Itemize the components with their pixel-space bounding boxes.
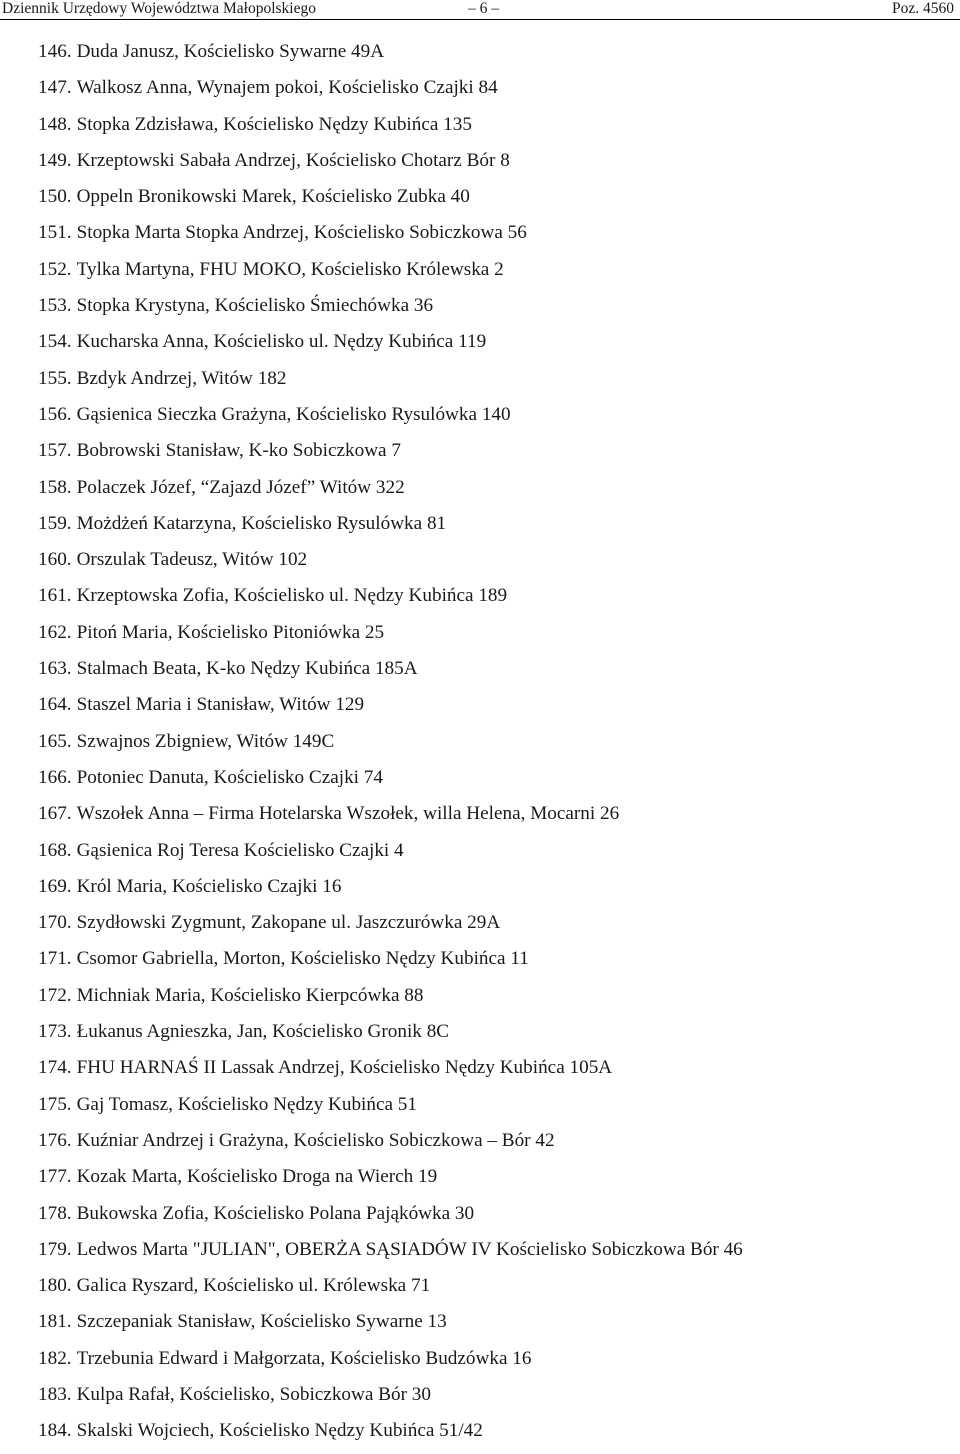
list-item	[38, 728, 743, 764]
entry-number: 158.	[38, 476, 72, 498]
list-item	[38, 111, 743, 147]
entry-text: Polaczek Józef, “Zajazd Józef” Witów 322	[76, 476, 405, 498]
entry-text: Bzdyk Andrzej, Witów 182	[76, 367, 287, 389]
entry-text: Łukanus Agnieszka, Jan, Kościelisko Gronik 8C	[76, 1021, 450, 1043]
list-item	[38, 764, 743, 800]
entry-number: 147.	[38, 77, 72, 99]
list-item	[38, 1308, 743, 1344]
list-item	[38, 328, 743, 364]
entry-text: Szydłowski Zygmunt, Zakopane ul. Jaszczurówka 29A	[76, 912, 501, 934]
entry-text: Staszel Maria i Stanisław, Witów 129	[76, 694, 365, 716]
entry-number: 179.	[38, 1238, 72, 1260]
entry-number: 181.	[38, 1311, 72, 1333]
entry-text: Orszulak Tadeusz, Witów 102	[76, 549, 308, 571]
entry-text: Bobrowski Stanisław, K-ko Sobiczkowa 7	[76, 440, 401, 462]
list-item	[38, 1200, 743, 1236]
entry-number: 180.	[38, 1275, 72, 1297]
entry-text: FHU HARNAŚ II Lassak Andrzej, Kościelisko Nędzy Kubińca 105A	[76, 1057, 613, 1079]
entry-number: 175.	[38, 1093, 72, 1115]
entry-number: 150.	[38, 186, 72, 208]
list-item	[38, 1091, 743, 1127]
page-number: – 6 –	[468, 0, 499, 17]
entry-list	[38, 38, 743, 1454]
list-item	[38, 256, 743, 292]
list-item	[38, 909, 743, 945]
entry-number: 172.	[38, 984, 72, 1006]
list-item	[38, 800, 743, 836]
entry-text: Kuźniar Andrzej i Grażyna, Kościelisko Sobiczkowa – Bór 42	[76, 1129, 555, 1151]
entry-text: Gaj Tomasz, Kościelisko Nędzy Kubińca 51	[76, 1093, 417, 1115]
entry-number: 169.	[38, 875, 72, 897]
entry-text: Krzeptowska Zofia, Kościelisko ul. Nędzy Kubińca 189	[76, 585, 508, 607]
entry-text: Stopka Marta Stopka Andrzej, Kościelisko Sobiczkowa 56	[76, 222, 527, 244]
entry-text: Szczepaniak Stanisław, Kościelisko Sywarne 13	[76, 1311, 447, 1333]
list-item	[38, 1127, 743, 1163]
list-item	[38, 365, 743, 401]
list-item	[38, 655, 743, 691]
entry-number: 148.	[38, 113, 72, 135]
entry-text: Potoniec Danuta, Kościelisko Czajki 74	[76, 766, 383, 788]
list-item	[38, 1236, 743, 1272]
list-item	[38, 873, 743, 909]
entry-number: 167.	[38, 803, 72, 825]
entry-text: Ledwos Marta "JULIAN", OBERŻA SĄSIADÓW IV Kościelisko Sobiczkowa Bór 46	[76, 1238, 743, 1260]
entry-text: Krzeptowski Sabała Andrzej, Kościelisko Chotarz Bór 8	[76, 149, 510, 171]
entry-number: 168.	[38, 839, 72, 861]
entry-text: Pitoń Maria, Kościelisko Pitoniówka 25	[76, 621, 385, 643]
list-item	[38, 982, 743, 1018]
list-item	[38, 219, 743, 255]
entry-number: 149.	[38, 149, 72, 171]
entry-number: 173.	[38, 1021, 72, 1043]
list-item	[38, 437, 743, 473]
list-item	[38, 582, 743, 618]
entry-number: 159.	[38, 512, 72, 534]
journal-title: Dziennik Urzędowy Województwa Małopolskiego	[2, 0, 316, 17]
entry-number: 146.	[38, 41, 72, 62]
entry-text: Gąsienica Roj Teresa Kościelisko Czajki 4	[76, 839, 404, 861]
entry-number: 156.	[38, 403, 72, 425]
entry-number: 162.	[38, 621, 72, 643]
entry-text: Csomor Gabriella, Morton, Kościelisko Nędzy Kubińca 11	[76, 948, 529, 970]
list-item	[38, 474, 743, 510]
list-item	[38, 1272, 743, 1308]
list-item	[38, 401, 743, 437]
entry-text: Stalmach Beata, K-ko Nędzy Kubińca 185A	[76, 658, 418, 680]
list-item	[38, 691, 743, 727]
entry-number: 154.	[38, 331, 72, 353]
entry-text: Kulpa Rafał, Kościelisko, Sobiczkowa Bór 30	[76, 1383, 431, 1405]
entry-text: Gąsienica Sieczka Grażyna, Kościelisko Rysulówka 140	[76, 403, 511, 425]
entry-number: 183.	[38, 1383, 72, 1405]
header-divider	[0, 19, 960, 20]
entry-number: 170.	[38, 912, 72, 934]
list-item	[38, 945, 743, 981]
list-item	[38, 38, 743, 74]
entry-number: 155.	[38, 367, 72, 389]
entry-number: 182.	[38, 1347, 72, 1369]
list-item	[38, 546, 743, 582]
entry-number: 171.	[38, 948, 72, 970]
list-item	[38, 510, 743, 546]
list-item	[38, 147, 743, 183]
entry-text: Tylka Martyna, FHU MOKO, Kościelisko Królewska 2	[76, 258, 504, 280]
list-item	[38, 1381, 743, 1417]
position-number: Poz. 4560	[892, 0, 954, 17]
entry-number: 151.	[38, 222, 72, 244]
entry-text: Kucharska Anna, Kościelisko ul. Nędzy Kubińca 119	[76, 331, 487, 353]
list-item	[38, 837, 743, 873]
entry-text: Trzebunia Edward i Małgorzata, Kościelisko Budzówka 16	[76, 1347, 532, 1369]
entry-number: 163.	[38, 658, 72, 680]
entry-number: 153.	[38, 295, 72, 317]
list-item	[38, 1417, 743, 1453]
entry-text: Szwajnos Zbigniew, Witów 149C	[76, 730, 335, 752]
entry-number: 184.	[38, 1420, 72, 1442]
entry-number: 174.	[38, 1057, 72, 1079]
entry-text: Kozak Marta, Kościelisko Droga na Wierch 19	[76, 1166, 438, 1188]
entry-number: 160.	[38, 549, 72, 571]
entry-text: Stopka Krystyna, Kościelisko Śmiechówka 36	[76, 295, 434, 317]
entry-text: Michniak Maria, Kościelisko Kierpcówka 88	[76, 984, 424, 1006]
entry-text: Bukowska Zofia, Kościelisko Polana Pająkówka 30	[76, 1202, 475, 1224]
entry-text: Możdżeń Katarzyna, Kościelisko Rysulówka 81	[76, 512, 447, 534]
list-item	[38, 1163, 743, 1199]
list-item	[38, 74, 743, 110]
list-item	[38, 292, 743, 328]
entry-number: 157.	[38, 440, 72, 462]
entry-number: 176.	[38, 1129, 72, 1151]
list-item	[38, 1018, 743, 1054]
entry-text: Stopka Zdzisława, Kościelisko Nędzy Kubińca 135	[76, 113, 472, 135]
entry-number: 177.	[38, 1166, 72, 1188]
entry-number: 164.	[38, 694, 72, 716]
list-item	[38, 619, 743, 655]
list-item	[38, 1054, 743, 1090]
entry-number: 161.	[38, 585, 72, 607]
entry-text: Wszołek Anna – Firma Hotelarska Wszołek, willa Helena, Mocarni 26	[76, 803, 620, 825]
entry-number: 166.	[38, 766, 72, 788]
entry-text: Walkosz Anna, Wynajem pokoi, Kościelisko Czajki 84	[76, 77, 498, 99]
list-item	[38, 1345, 743, 1381]
entry-text: Oppeln Bronikowski Marek, Kościelisko Zubka 40	[76, 186, 470, 208]
page-header	[0, 0, 960, 20]
entry-number: 165.	[38, 730, 72, 752]
list-item	[38, 183, 743, 219]
entry-number: 178.	[38, 1202, 72, 1224]
entry-text: Galica Ryszard, Kościelisko ul. Królewska 71	[76, 1275, 431, 1297]
entry-text: Król Maria, Kościelisko Czajki 16	[76, 875, 342, 897]
entry-number: 152.	[38, 258, 72, 280]
entry-text: Duda Janusz, Kościelisko Sywarne 49A	[76, 41, 385, 62]
entry-text: Skalski Wojciech, Kościelisko Nędzy Kubińca 51/42	[76, 1420, 483, 1442]
